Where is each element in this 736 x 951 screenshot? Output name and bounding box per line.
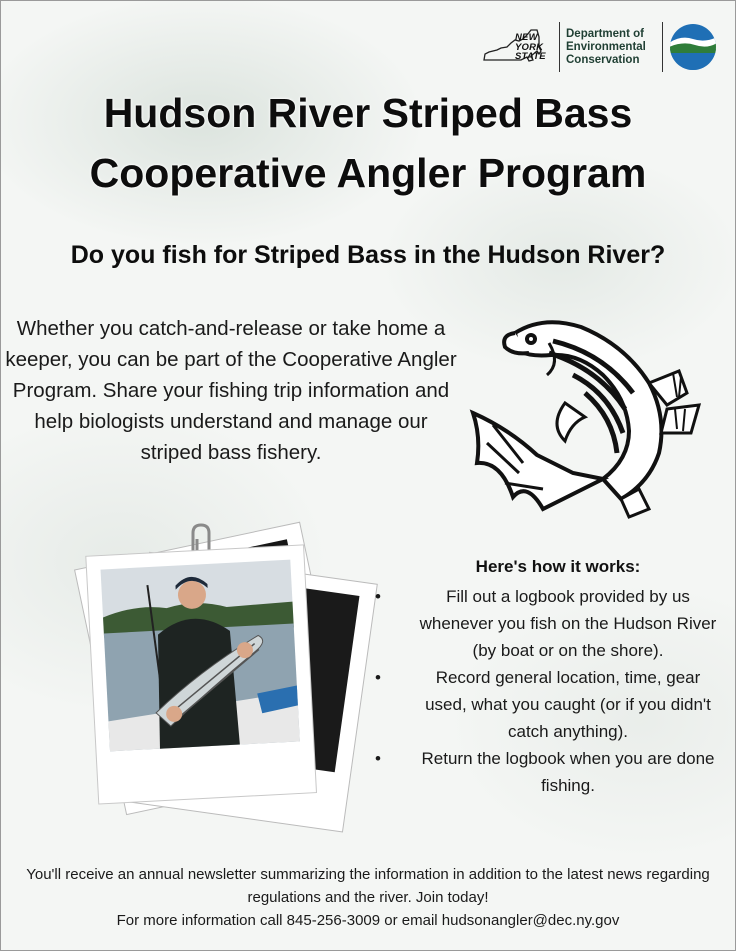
how-it-works — [375, 557, 721, 799]
how-it-works-list — [375, 583, 721, 799]
page-title: Hudson River Striped Bass Cooperative Angler Program — [89, 90, 647, 196]
dec-logo — [481, 19, 717, 75]
new-york-state-outline-icon — [481, 27, 555, 67]
subtitle-question: Do you fish for Striped Bass in the Hudson River? — [70, 241, 666, 269]
list-item: • Record general location, time, gear used, what you caught (or if you didn't catch anything). — [381, 664, 721, 745]
striped-bass-illustration — [453, 313, 703, 519]
bullet-icon: • — [375, 587, 381, 606]
nys-wordmark: NEW YORK STATE — [515, 32, 546, 62]
contact-text: For more information call 845-256-3009 or email hudsonangler@dec.ny.gov — [116, 912, 620, 929]
list-item: • Fill out a logbook provided by us whenever you fish on the Hudson River (by boat or on the shore). — [381, 583, 721, 664]
angler-photo — [86, 545, 317, 804]
bullet-icon: • — [375, 668, 381, 687]
logo-divider — [662, 22, 663, 72]
list-item: • Return the logbook when you are done fishing. — [381, 745, 721, 799]
how-it-works-heading: Here's how it works: — [475, 557, 641, 576]
dec-emblem-icon — [669, 23, 717, 71]
newsletter-text: You'll receive an annual newsletter summarizing the information in addition to the latest news regarding regulations and the river. Join today! — [26, 866, 710, 906]
angler-photo-stack — [61, 521, 391, 841]
logo-divider — [559, 22, 560, 72]
intro-paragraph: Whether you catch-and-release or take home a keeper, you can be part of the Cooperative Angler Program. Share your fishing trip information and help biologists understand and manage our striped bass fishery. — [5, 317, 457, 464]
department-name: Department of Environmental Conservation — [566, 27, 646, 66]
bullet-icon: • — [375, 749, 381, 768]
footer — [1, 863, 735, 932]
